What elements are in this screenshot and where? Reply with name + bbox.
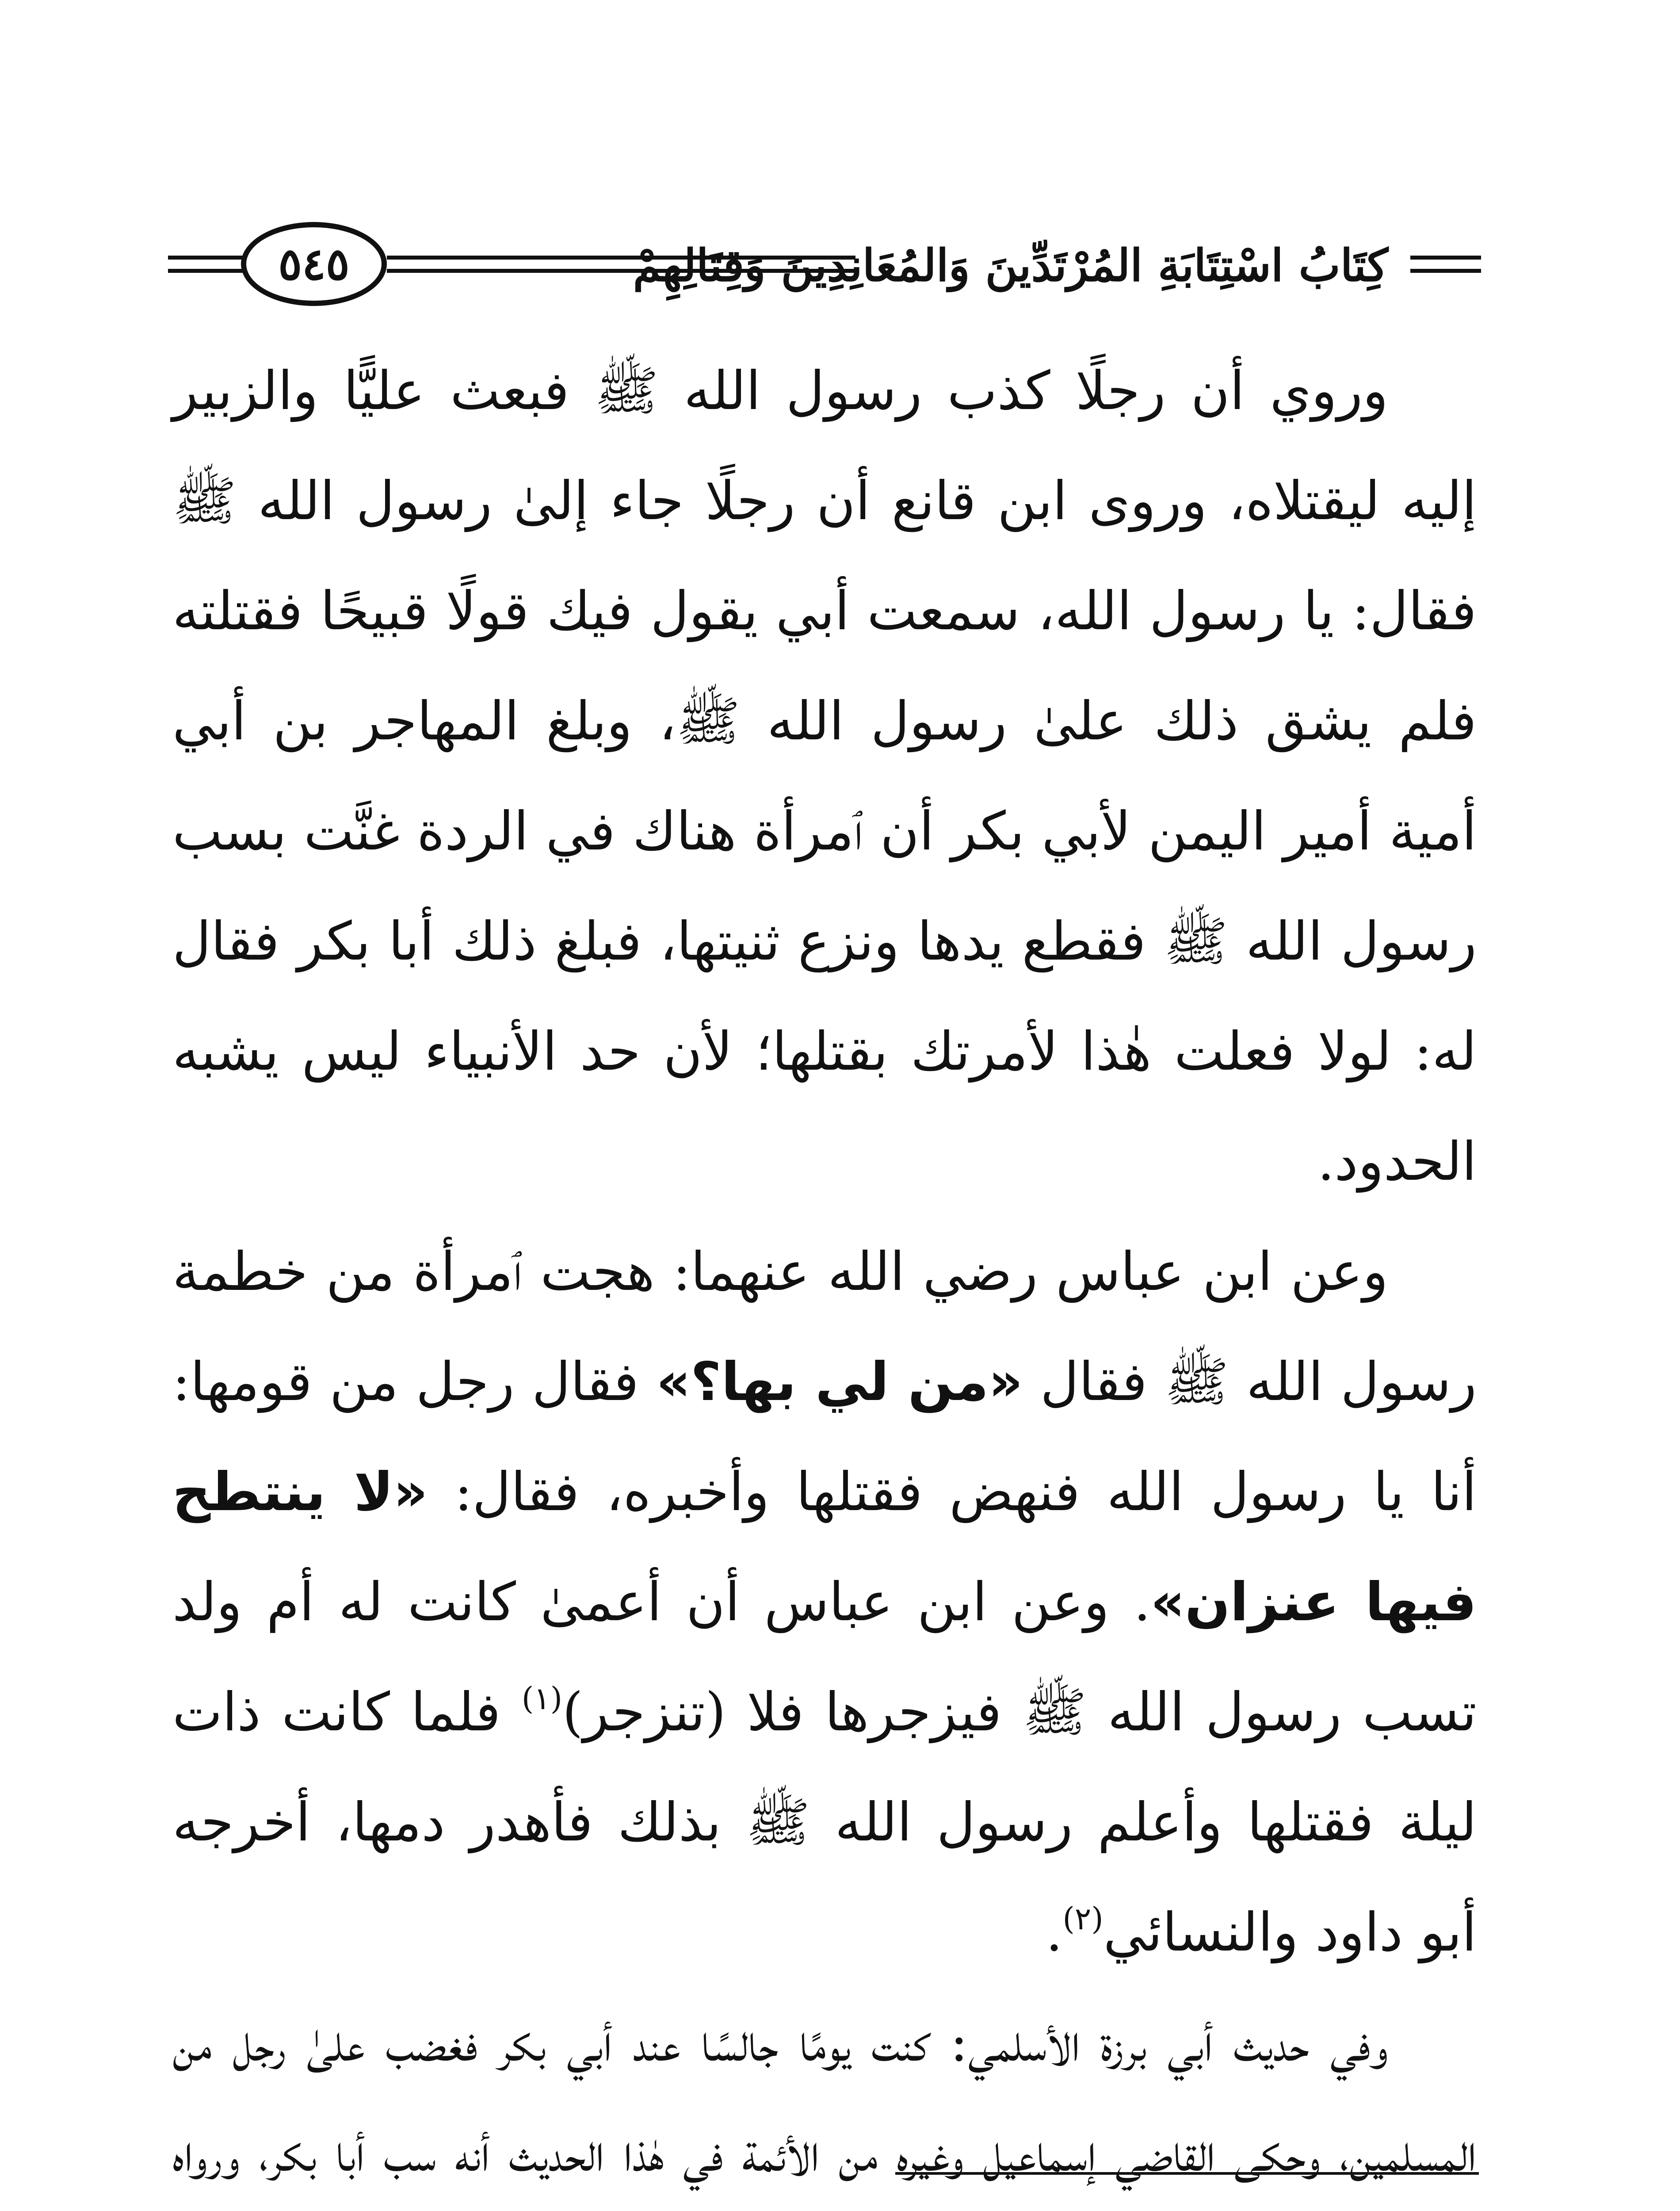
text-run: فقال رجل من قومها: أنا يا رسول الله فنهض فقتلها وأخبره، فقال: [172,1351,1477,1523]
header-rule-right-bottom [1410,269,1481,273]
text-run: . [1046,1902,1063,1963]
header-rule-left-bottom [168,269,243,273]
paragraph [172,1217,1477,1988]
book-section-title: كِتَابُ اسْتِتَابَةِ المُرْتَدِّينَ وَالمُعَانِدِينَ وَقِتَالِهِمْ [633,239,1388,291]
text-run: فلما كانت ذات ليلة فقتلها وأعلم رسول الله ﷺ بذلك فأهدر دمها، أخرجه أبو داود والنسائي [172,1682,1477,1963]
text-run: وفي حديث أبي برزة الأسلمي: كنت يومًا جالسًا عند أبي بكر فغضب علىٰ رجل من المسلمين، وحكى القاضي إسماعيل وغيره من الأئمة في هٰذا الحديث أنه سب أبا بكر، ورواه [172,2012,1477,2184]
hadith-quote: «من لي بها؟» [656,1351,1023,1413]
text-run: . وعن ابن عباس أن أعمىٰ كانت له أم ولد تسب رسول الله ﷺ فيزجرها فلا (تنزجر) [172,1572,1477,1743]
paragraph [172,336,1477,1217]
footnote-marker: (٢) [1062,1901,1103,1937]
page-header [168,217,1481,314]
header-rule-right-top [1410,256,1481,260]
footnotes [195,2193,1477,2211]
paragraph [172,1988,1477,2211]
header-rule-left-top [168,256,243,260]
footnote [195,2193,1477,2211]
header-rule-middle-bottom [387,269,855,273]
header-rule-middle-top [387,256,855,260]
footnote-marker: (١) [521,1680,563,1717]
hadith-quote: «لا ينتطح فيها عنزان» [172,1461,1477,1633]
page-number: ٥٤٥ [241,222,387,306]
text-run: وعن ابن عباس رضي الله عنهما: هجت ٱمرأة من خطمة رسول الله ﷺ فقال [172,1241,1477,1413]
main-text [172,336,1477,2211]
footnote-separator [895,2172,1479,2175]
footnote-number [1397,2193,1477,2211]
text-run: وروي أن رجلًا كذب رسول الله ﷺ فبعث عليًّا والزبير إليه ليقتلاه، وروى ابن قانع أن رجلًا جاء إلىٰ رسول الله ﷺ فقال: يا رسول الله، سمعت أبي يقول فيك قولًا قبيحًا فقتلته فلم يشق ذلك علىٰ رسول الله ﷺ، وبلغ المهاجر بن أبي أمية أمير اليمن لأبي بكر أن ٱمرأة هناك في الردة غنَّت بسب رسول الله ﷺ فقطع يدها ونزع ثنيتها، فبلغ ذلك أبا بكر فقال له: لولا فعلت هٰذا لأمرتك بقتلها؛ لأن حد الأنبياء ليس يشبه الحدود. [172,360,1477,1193]
